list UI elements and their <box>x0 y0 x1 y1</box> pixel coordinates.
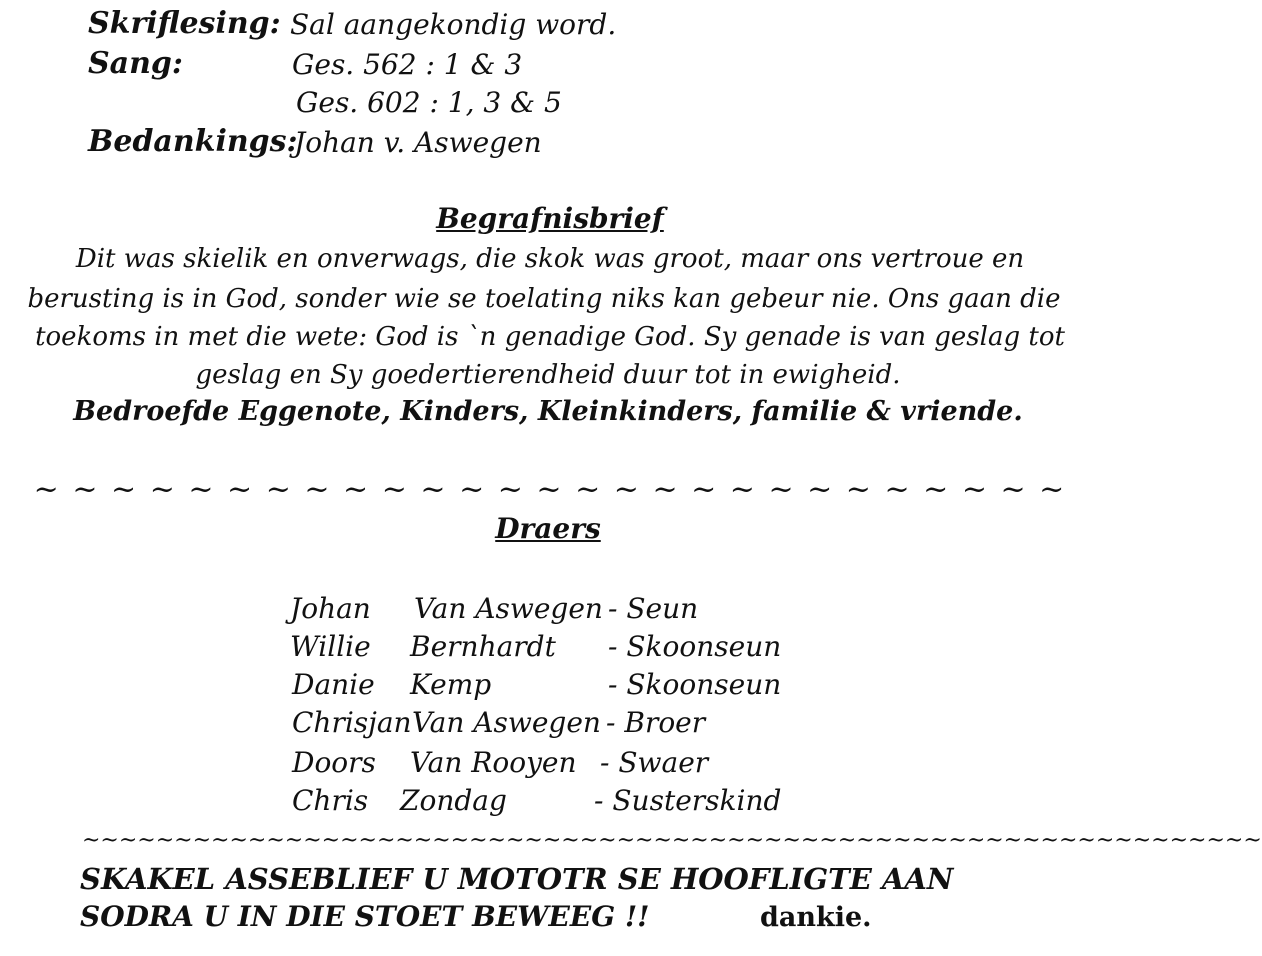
brief-signoff: Bedroefde Eggenote, Kinders, Kleinkinders, familie & vriende. <box>73 396 1023 427</box>
headlights-notice-line-2: SODRA U IN DIE STOET BEWEEG !! <box>80 900 650 933</box>
bearer-relation: - Broer <box>606 706 706 739</box>
brief-line-4: geslag en Sy goedertierendheid duur tot in ewigheid. <box>195 360 901 390</box>
sang-line-2: Ges. 602 : 1, 3 & 5 <box>296 86 562 119</box>
bearer-first-name: Johan <box>290 592 371 625</box>
bearer-first-name: Doors <box>292 746 376 779</box>
sang-label: Sang: <box>88 46 183 81</box>
bearer-last-name: Van Aswegen <box>412 706 601 739</box>
thanks-text: dankie. <box>760 902 872 933</box>
bedankings-value: Johan v. Aswegen <box>294 126 542 159</box>
bearer-relation: - Seun <box>608 592 699 625</box>
bearer-relation: - Swaer <box>600 746 709 779</box>
brief-line-2: berusting is in God, sonder wie se toelating niks kan gebeur nie. Ons gaan die <box>27 284 1061 314</box>
bedankings-label: Bedankings: <box>88 124 298 159</box>
begrafnisbrief-title: Begrafnisbrief <box>436 202 664 235</box>
brief-line-1: Dit was skielik en onverwags, die skok was groot, maar ons vertroue en <box>75 244 1025 274</box>
bearer-last-name: Bernhardt <box>410 630 556 663</box>
draers-title: Draers <box>495 512 601 545</box>
skriflesing-value: Sal aangekondig word. <box>290 8 617 41</box>
bearer-first-name: Chrisjan <box>292 706 412 739</box>
tilde-separator: ~ ~ ~ ~ ~ ~ ~ ~ ~ ~ ~ ~ ~ ~ ~ ~ ~ ~ ~ ~ ~ ~ ~ ~ ~ ~ ~ <box>33 472 1067 507</box>
headlights-notice-line-1: SKAKEL ASSEBLIEF U MOTOTR SE HOOFLIGTE AAN <box>80 862 954 896</box>
bearer-relation: - Skoonseun <box>608 668 782 701</box>
bearer-first-name: Chris <box>292 784 369 817</box>
tilde-separator-dense: ~~~~~~~~~~~~~~~~~~~~~~~~~~~~~~~~~~~~~~~~~~~~~~~~~~~~~~~~~~~~~~~~ <box>82 828 1262 853</box>
bearer-first-name: Willie <box>290 630 371 663</box>
bearer-last-name: Van Aswegen <box>414 592 603 625</box>
bearer-last-name: Zondag <box>400 784 507 817</box>
bearer-relation: - Susterskind <box>594 784 782 817</box>
bearer-last-name: Van Rooyen <box>410 746 577 779</box>
brief-line-3: toekoms in met die wete: God is `n genadige God. Sy genade is van geslag tot <box>35 322 1065 352</box>
bearer-first-name: Danie <box>292 668 375 701</box>
sang-line-1: Ges. 562 : 1 & 3 <box>292 48 523 81</box>
bearer-relation: - Skoonseun <box>608 630 782 663</box>
bearer-last-name: Kemp <box>410 668 492 701</box>
skriflesing-label: Skriflesing: <box>88 6 281 41</box>
